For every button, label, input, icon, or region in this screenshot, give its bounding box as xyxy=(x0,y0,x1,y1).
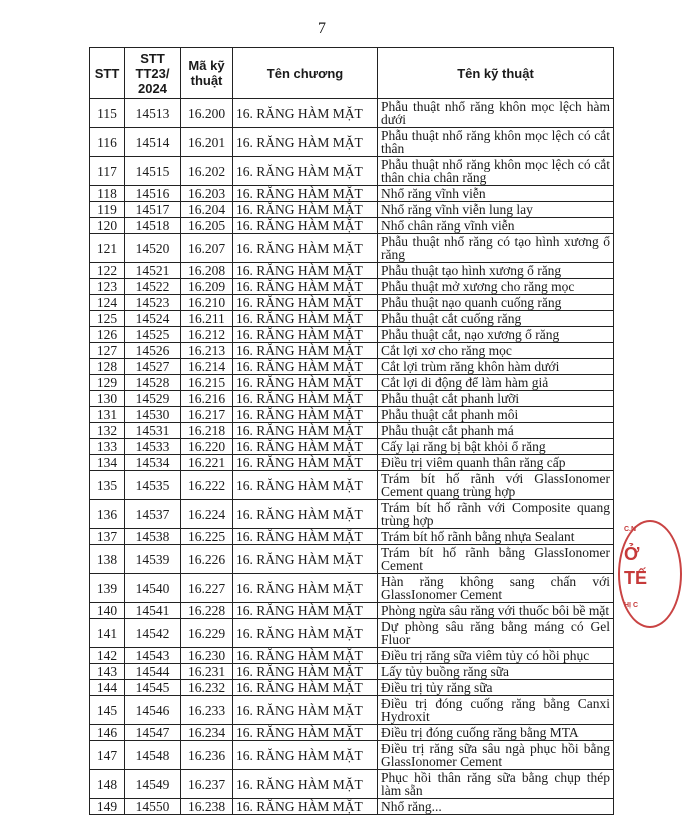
cell-stt: 148 xyxy=(90,770,125,799)
cell-stt-tt23: 14544 xyxy=(125,664,181,680)
cell-ten-ky-thuat: Nhổ răng vĩnh viễn lung lay xyxy=(378,202,614,218)
cell-ma-ky-thuat: 16.216 xyxy=(181,391,233,407)
cell-ten-chuong: 16. RĂNG HÀM MẶT xyxy=(233,263,378,279)
cell-stt: 121 xyxy=(90,234,125,263)
cell-stt-tt23: 14541 xyxy=(125,603,181,619)
cell-ten-chuong: 16. RĂNG HÀM MẶT xyxy=(233,603,378,619)
cell-stt: 115 xyxy=(90,99,125,128)
cell-ten-ky-thuat: Phẫu thuật mở xương cho răng mọc xyxy=(378,279,614,295)
cell-ten-ky-thuat: Nhổ răng... xyxy=(378,799,614,815)
cell-ten-chuong: 16. RĂNG HÀM MẶT xyxy=(233,648,378,664)
cell-ma-ky-thuat: 16.212 xyxy=(181,327,233,343)
header-stt: STT xyxy=(90,48,125,99)
cell-stt-tt23: 14543 xyxy=(125,648,181,664)
cell-stt: 139 xyxy=(90,574,125,603)
cell-ten-ky-thuat: Điều trị đóng cuống răng bằng MTA xyxy=(378,725,614,741)
table-row xyxy=(90,741,614,770)
page-number: 7 xyxy=(318,20,326,37)
table-row xyxy=(90,263,614,279)
cell-ten-chuong: 16. RĂNG HÀM MẶT xyxy=(233,500,378,529)
cell-ten-ky-thuat: Phẫu thuật cắt, nạo xương ổ răng xyxy=(378,327,614,343)
cell-ten-chuong: 16. RĂNG HÀM MẶT xyxy=(233,423,378,439)
cell-stt: 117 xyxy=(90,157,125,186)
table-row xyxy=(90,603,614,619)
cell-ma-ky-thuat: 16.217 xyxy=(181,407,233,423)
table-row xyxy=(90,99,614,128)
cell-stt: 143 xyxy=(90,664,125,680)
cell-stt: 140 xyxy=(90,603,125,619)
cell-ten-ky-thuat: Cắt lợi trùm răng khôn hàm dưới xyxy=(378,359,614,375)
cell-ten-chuong: 16. RĂNG HÀM MẶT xyxy=(233,725,378,741)
cell-stt: 128 xyxy=(90,359,125,375)
cell-ma-ky-thuat: 16.226 xyxy=(181,545,233,574)
table-row xyxy=(90,545,614,574)
cell-stt-tt23: 14518 xyxy=(125,218,181,234)
cell-ten-ky-thuat: Phẫu thuật nạo quanh cuống răng xyxy=(378,295,614,311)
cell-ten-ky-thuat: Phục hồi thân răng sữa bằng chụp thép làm sẵn xyxy=(378,770,614,799)
cell-ten-ky-thuat: Trám bít hố rãnh bằng nhựa Sealant xyxy=(378,529,614,545)
cell-ma-ky-thuat: 16.210 xyxy=(181,295,233,311)
cell-ten-ky-thuat: Phòng ngừa sâu răng với thuốc bôi bề mặt xyxy=(378,603,614,619)
header-row xyxy=(90,48,614,99)
cell-ma-ky-thuat: 16.236 xyxy=(181,741,233,770)
cell-ten-ky-thuat: Trám bít hố rãnh với GlassIonomer Cement quang trùng hợp xyxy=(378,471,614,500)
cell-stt-tt23: 14521 xyxy=(125,263,181,279)
cell-ten-chuong: 16. RĂNG HÀM MẶT xyxy=(233,234,378,263)
table-row xyxy=(90,279,614,295)
cell-ten-ky-thuat: Điều trị răng sữa viêm tủy có hồi phục xyxy=(378,648,614,664)
cell-stt-tt23: 14523 xyxy=(125,295,181,311)
cell-stt-tt23: 14540 xyxy=(125,574,181,603)
cell-ten-chuong: 16. RĂNG HÀM MẶT xyxy=(233,680,378,696)
cell-stt: 142 xyxy=(90,648,125,664)
cell-stt: 125 xyxy=(90,311,125,327)
cell-ten-chuong: 16. RĂNG HÀM MẶT xyxy=(233,407,378,423)
table-row xyxy=(90,423,614,439)
cell-stt: 144 xyxy=(90,680,125,696)
cell-ma-ky-thuat: 16.234 xyxy=(181,725,233,741)
table-row xyxy=(90,619,614,648)
cell-stt-tt23: 14529 xyxy=(125,391,181,407)
cell-stt-tt23: 14520 xyxy=(125,234,181,263)
table-row xyxy=(90,186,614,202)
cell-stt-tt23: 14528 xyxy=(125,375,181,391)
cell-ten-ky-thuat: Nhổ chân răng vĩnh viễn xyxy=(378,218,614,234)
table-row xyxy=(90,648,614,664)
cell-ma-ky-thuat: 16.225 xyxy=(181,529,233,545)
cell-ten-chuong: 16. RĂNG HÀM MẶT xyxy=(233,471,378,500)
cell-ten-chuong: 16. RĂNG HÀM MẶT xyxy=(233,186,378,202)
cell-ma-ky-thuat: 16.230 xyxy=(181,648,233,664)
cell-stt: 124 xyxy=(90,295,125,311)
table-row xyxy=(90,234,614,263)
cell-stt-tt23: 14514 xyxy=(125,128,181,157)
cell-ten-ky-thuat: Cắt lợi xơ cho răng mọc xyxy=(378,343,614,359)
cell-stt: 145 xyxy=(90,696,125,725)
table-row xyxy=(90,128,614,157)
table-row xyxy=(90,407,614,423)
cell-ten-ky-thuat: Phẫu thuật tạo hình xương ổ răng xyxy=(378,263,614,279)
cell-stt-tt23: 14548 xyxy=(125,741,181,770)
cell-ma-ky-thuat: 16.232 xyxy=(181,680,233,696)
cell-stt-tt23: 14547 xyxy=(125,725,181,741)
table-row xyxy=(90,680,614,696)
cell-stt: 135 xyxy=(90,471,125,500)
cell-ten-chuong: 16. RĂNG HÀM MẶT xyxy=(233,696,378,725)
stamp-seal xyxy=(618,520,648,630)
cell-ma-ky-thuat: 16.209 xyxy=(181,279,233,295)
cell-ten-ky-thuat: Dự phòng sâu răng bằng máng có Gel Fluor xyxy=(378,619,614,648)
cell-ten-chuong: 16. RĂNG HÀM MẶT xyxy=(233,455,378,471)
cell-ten-chuong: 16. RĂNG HÀM MẶT xyxy=(233,439,378,455)
cell-stt: 131 xyxy=(90,407,125,423)
table-row xyxy=(90,157,614,186)
table-row xyxy=(90,202,614,218)
cell-stt-tt23: 14515 xyxy=(125,157,181,186)
cell-ma-ky-thuat: 16.224 xyxy=(181,500,233,529)
table-row xyxy=(90,471,614,500)
table-row xyxy=(90,375,614,391)
stamp-text-2: Ở xyxy=(624,544,640,564)
cell-ma-ky-thuat: 16.227 xyxy=(181,574,233,603)
table-row xyxy=(90,343,614,359)
table-row xyxy=(90,574,614,603)
cell-ten-ky-thuat: Phẫu thuật cắt phanh lưỡi xyxy=(378,391,614,407)
cell-ten-chuong: 16. RĂNG HÀM MẶT xyxy=(233,545,378,574)
cell-ten-ky-thuat: Trám bít hố rãnh bằng GlassIonomer Cement xyxy=(378,545,614,574)
cell-ten-ky-thuat: Điều trị đóng cuống răng bằng Canxi Hydroxit xyxy=(378,696,614,725)
cell-ma-ky-thuat: 16.218 xyxy=(181,423,233,439)
cell-stt: 132 xyxy=(90,423,125,439)
cell-ten-chuong: 16. RĂNG HÀM MẶT xyxy=(233,770,378,799)
table-row xyxy=(90,664,614,680)
cell-ten-chuong: 16. RĂNG HÀM MẶT xyxy=(233,279,378,295)
cell-ten-chuong: 16. RĂNG HÀM MẶT xyxy=(233,202,378,218)
cell-ten-ky-thuat: Phẫu thuật nhổ răng có tạo hình xương ổ răng xyxy=(378,234,614,263)
cell-stt-tt23: 14538 xyxy=(125,529,181,545)
table-row xyxy=(90,770,614,799)
cell-stt-tt23: 14550 xyxy=(125,799,181,815)
table-row xyxy=(90,311,614,327)
cell-ten-chuong: 16. RĂNG HÀM MẶT xyxy=(233,741,378,770)
cell-ten-chuong: 16. RĂNG HÀM MẶT xyxy=(233,327,378,343)
table-row xyxy=(90,799,614,815)
cell-stt-tt23: 14534 xyxy=(125,455,181,471)
cell-stt: 119 xyxy=(90,202,125,218)
cell-ten-chuong: 16. RĂNG HÀM MẶT xyxy=(233,128,378,157)
header-ten-ky-thuat: Tên kỹ thuật xyxy=(378,48,614,99)
cell-ten-chuong: 16. RĂNG HÀM MẶT xyxy=(233,391,378,407)
cell-ten-chuong: 16. RĂNG HÀM MẶT xyxy=(233,157,378,186)
table-row xyxy=(90,218,614,234)
cell-stt: 127 xyxy=(90,343,125,359)
cell-ten-chuong: 16. RĂNG HÀM MẶT xyxy=(233,295,378,311)
cell-ten-chuong: 16. RĂNG HÀM MẶT xyxy=(233,375,378,391)
cell-ma-ky-thuat: 16.228 xyxy=(181,603,233,619)
cell-stt-tt23: 14546 xyxy=(125,696,181,725)
cell-ten-ky-thuat: Điều trị tủy răng sữa xyxy=(378,680,614,696)
cell-ten-ky-thuat: Phẫu thuật cắt phanh má xyxy=(378,423,614,439)
cell-ma-ky-thuat: 16.237 xyxy=(181,770,233,799)
cell-stt-tt23: 14530 xyxy=(125,407,181,423)
table-row xyxy=(90,359,614,375)
cell-ten-ky-thuat: Phẫu thuật nhổ răng khôn mọc lệch có cắt thân xyxy=(378,128,614,157)
cell-ten-ky-thuat: Lấy tủy buồng răng sữa xyxy=(378,664,614,680)
table-row xyxy=(90,391,614,407)
cell-stt-tt23: 14526 xyxy=(125,343,181,359)
cell-ma-ky-thuat: 16.208 xyxy=(181,263,233,279)
cell-stt: 147 xyxy=(90,741,125,770)
cell-stt: 116 xyxy=(90,128,125,157)
stamp-text-3: TẾ xyxy=(624,568,648,588)
table-row xyxy=(90,455,614,471)
cell-stt: 136 xyxy=(90,500,125,529)
cell-stt-tt23: 14527 xyxy=(125,359,181,375)
cell-ma-ky-thuat: 16.213 xyxy=(181,343,233,359)
cell-ma-ky-thuat: 16.211 xyxy=(181,311,233,327)
cell-ma-ky-thuat: 16.202 xyxy=(181,157,233,186)
cell-stt-tt23: 14542 xyxy=(125,619,181,648)
cell-ma-ky-thuat: 16.200 xyxy=(181,99,233,128)
cell-stt-tt23: 14517 xyxy=(125,202,181,218)
cell-stt: 141 xyxy=(90,619,125,648)
cell-stt: 137 xyxy=(90,529,125,545)
cell-ten-chuong: 16. RĂNG HÀM MẶT xyxy=(233,619,378,648)
cell-stt: 134 xyxy=(90,455,125,471)
techniques-table xyxy=(89,47,614,815)
cell-stt-tt23: 14537 xyxy=(125,500,181,529)
cell-ma-ky-thuat: 16.229 xyxy=(181,619,233,648)
cell-stt-tt23: 14516 xyxy=(125,186,181,202)
cell-stt-tt23: 14513 xyxy=(125,99,181,128)
cell-ten-chuong: 16. RĂNG HÀM MẶT xyxy=(233,574,378,603)
cell-ma-ky-thuat: 16.205 xyxy=(181,218,233,234)
cell-stt-tt23: 14522 xyxy=(125,279,181,295)
cell-ten-ky-thuat: Điều trị răng sữa sâu ngà phục hồi bằng GlassIonomer Cement xyxy=(378,741,614,770)
header-ten-chuong: Tên chương xyxy=(233,48,378,99)
cell-ma-ky-thuat: 16.233 xyxy=(181,696,233,725)
cell-ma-ky-thuat: 16.201 xyxy=(181,128,233,157)
cell-stt: 123 xyxy=(90,279,125,295)
cell-stt: 126 xyxy=(90,327,125,343)
cell-ten-chuong: 16. RĂNG HÀM MẶT xyxy=(233,529,378,545)
cell-ten-ky-thuat: Điều trị viêm quanh thân răng cấp xyxy=(378,455,614,471)
cell-stt-tt23: 14531 xyxy=(125,423,181,439)
cell-stt-tt23: 14525 xyxy=(125,327,181,343)
cell-ma-ky-thuat: 16.214 xyxy=(181,359,233,375)
cell-stt: 130 xyxy=(90,391,125,407)
cell-ten-chuong: 16. RĂNG HÀM MẶT xyxy=(233,359,378,375)
stamp-text-4: HỊ C xyxy=(624,602,638,609)
cell-ma-ky-thuat: 16.204 xyxy=(181,202,233,218)
cell-ten-ky-thuat: Phẫu thuật cắt cuống răng xyxy=(378,311,614,327)
table-row xyxy=(90,696,614,725)
table-row xyxy=(90,327,614,343)
header-ma-ky-thuat: Mã kỹ thuật xyxy=(181,48,233,99)
cell-stt: 146 xyxy=(90,725,125,741)
cell-ma-ky-thuat: 16.231 xyxy=(181,664,233,680)
cell-stt: 129 xyxy=(90,375,125,391)
table-row xyxy=(90,439,614,455)
cell-ten-chuong: 16. RĂNG HÀM MẶT xyxy=(233,343,378,359)
cell-ma-ky-thuat: 16.222 xyxy=(181,471,233,500)
table-row xyxy=(90,500,614,529)
cell-ma-ky-thuat: 16.215 xyxy=(181,375,233,391)
cell-ma-ky-thuat: 16.207 xyxy=(181,234,233,263)
cell-stt-tt23: 14539 xyxy=(125,545,181,574)
cell-ma-ky-thuat: 16.203 xyxy=(181,186,233,202)
cell-stt-tt23: 14535 xyxy=(125,471,181,500)
cell-ten-chuong: 16. RĂNG HÀM MẶT xyxy=(233,99,378,128)
cell-stt: 133 xyxy=(90,439,125,455)
cell-ma-ky-thuat: 16.221 xyxy=(181,455,233,471)
table-row xyxy=(90,295,614,311)
cell-stt: 138 xyxy=(90,545,125,574)
cell-stt: 122 xyxy=(90,263,125,279)
stamp-text-1: C.N xyxy=(624,526,637,533)
cell-ten-ky-thuat: Phẫu thuật nhổ răng khôn mọc lệch có cắt thân chia chân răng xyxy=(378,157,614,186)
cell-ma-ky-thuat: 16.220 xyxy=(181,439,233,455)
cell-stt-tt23: 14524 xyxy=(125,311,181,327)
cell-ten-chuong: 16. RĂNG HÀM MẶT xyxy=(233,664,378,680)
cell-ten-chuong: 16. RĂNG HÀM MẶT xyxy=(233,218,378,234)
cell-ten-ky-thuat: Trám bít hố rãnh với Composite quang trùng hợp xyxy=(378,500,614,529)
cell-stt: 120 xyxy=(90,218,125,234)
cell-ten-chuong: 16. RĂNG HÀM MẶT xyxy=(233,311,378,327)
cell-ma-ky-thuat: 16.238 xyxy=(181,799,233,815)
cell-ten-ky-thuat: Hàn răng không sang chấn với GlassIonomer Cement xyxy=(378,574,614,603)
header-stt-tt23: STT TT23/ 2024 xyxy=(125,48,181,99)
cell-stt-tt23: 14533 xyxy=(125,439,181,455)
cell-ten-ky-thuat: Phẫu thuật nhổ răng khôn mọc lệch hàm dưới xyxy=(378,99,614,128)
table-row xyxy=(90,529,614,545)
cell-ten-ky-thuat: Phẫu thuật cắt phanh môi xyxy=(378,407,614,423)
cell-ten-ky-thuat: Cắt lợi di động để làm hàm giả xyxy=(378,375,614,391)
cell-stt-tt23: 14549 xyxy=(125,770,181,799)
cell-ten-ky-thuat: Cấy lại răng bị bật khỏi ổ răng xyxy=(378,439,614,455)
cell-stt-tt23: 14545 xyxy=(125,680,181,696)
table-row xyxy=(90,725,614,741)
cell-ten-chuong: 16. RĂNG HÀM MẶT xyxy=(233,799,378,815)
cell-stt: 149 xyxy=(90,799,125,815)
cell-ten-ky-thuat: Nhổ răng vĩnh viễn xyxy=(378,186,614,202)
cell-stt: 118 xyxy=(90,186,125,202)
